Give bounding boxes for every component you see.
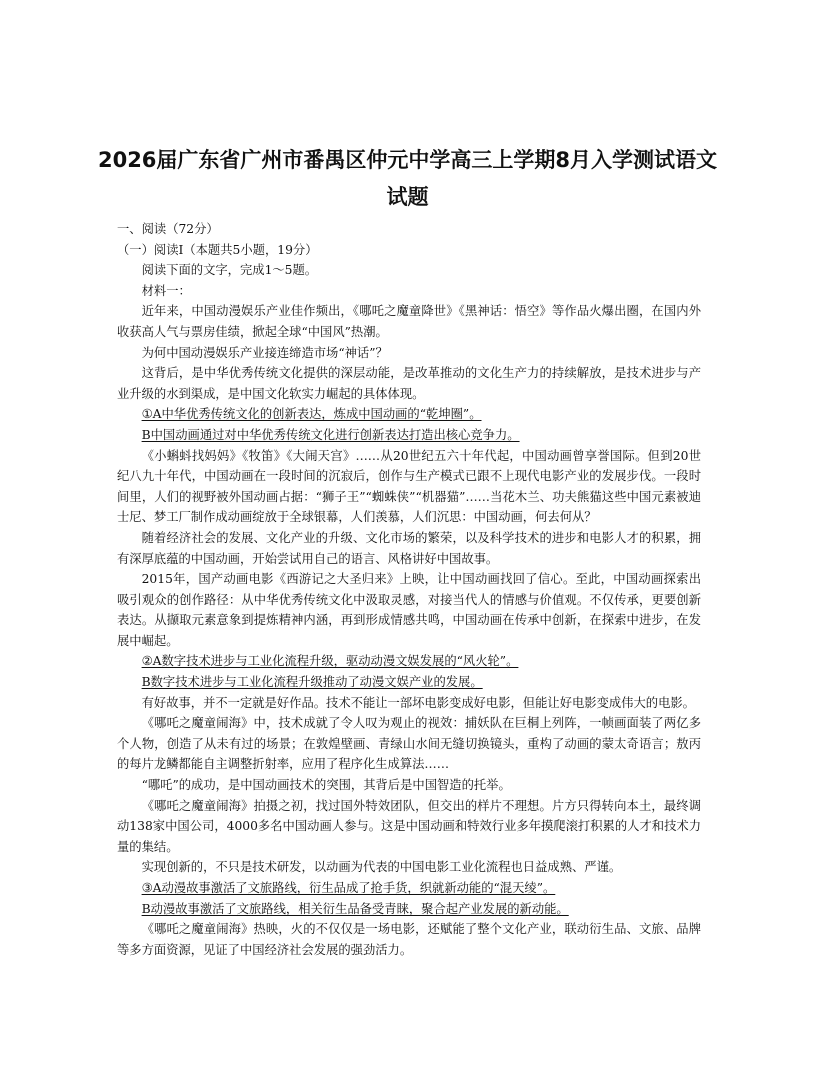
paragraph: 这背后，是中华优秀传统文化提供的深层动能，是改革推动的文化生产力的持续解放，是技术进步与产业升级的水到渠成，是中国文化软实力崛起的具体体现。 xyxy=(117,366,701,401)
paragraph: 为何中国动漫娱乐产业接连缔造市场“神话”？ xyxy=(141,345,388,360)
paragraph: 实现创新的，不只是技术研发，以动画为代表的中国电影工业化流程也日益成熟、严谨。 xyxy=(141,860,622,875)
paragraph: 《哪吒之魔童闹海》中，技术成就了令人叹为观止的视效：捕妖队在巨桐上列阵，一帧画面装了两亿多个人物，创造了从未有过的场景；在敦煌壁画、青绿山水间无缝切换镜头，重构了动画的蒙太奇语言；敖丙的每片龙鳞都能自主调整折射率，应用了程序化生成算法…… xyxy=(117,716,701,772)
doc-body xyxy=(117,219,701,960)
material-label: 材料一： xyxy=(141,283,191,298)
option-heading-3b: B动漫故事激活了文旅路线，相关衍生品备受青睐，聚合起产业发展的新动能。 xyxy=(141,901,569,916)
option-heading-3a: ③A动漫故事激活了文旅路线，衍生品成了抢手货，织就新动能的“混天绫”。 xyxy=(141,881,556,895)
option-heading-2b: B数字技术进步与工业化流程升级推动了动漫文娱产业的发展。 xyxy=(141,675,483,690)
doc-title-line2: 试题 xyxy=(386,185,429,209)
paragraph: 随着经济社会的发展、文化产业的升级、文化市场的繁荣，以及科学技术的进步和电影人才的积累，拥有深厚底蕴的中国动画，开始尝试用自己的语言、风格讲好中国故事。 xyxy=(117,530,701,566)
paragraph: 有好故事，并不一定就是好作品。技术不能让一部坏电影变成好电影，但能让好电影变成伟大的电影。 xyxy=(141,695,695,710)
paragraph: 2015年，国产动画电影《西游记之大圣归来》上映，让中国动画找回了信心。至此，中国动画探索出吸引观众的创作路径：从中华优秀传统文化中汲取灵感，对接当代人的情感与价值观。不仅传承，更要创新表达。从撷取元素意象到提炼精神内涵，再到形成情感共鸣，中国动画在传承中创新，在探索中进步，在发展中崛起。 xyxy=(117,572,701,648)
doc-title-line1: 2026届广东省广州市番禺区仲元中学高三上学期8月入学测试语文 xyxy=(97,148,718,172)
paragraph: 近年来，中国动漫娱乐产业佳作频出，《哪吒之魔童降世》《黑神话：悟空》等作品火爆出圈，在国内外收获高人气与票房佳绩，掀起全球“中国风”热潮。 xyxy=(117,304,701,339)
paragraph: 《哪吒之魔童闹海》热映，火的不仅仅是一场电影，还赋能了整个文化产业，联动衍生品、文旅、品牌等多方面资源，见证了中国经济社会发展的强劲活力。 xyxy=(117,922,701,957)
paragraph: 《小蝌蚪找妈妈》《牧笛》《大闹天宫》……从20世纪五六十年代起，中国动画曾享誉国际。但到20世纪八九十年代，中国动画在一段时间的沉寂后，创作与生产模式已跟不上现代电影产业的发展步伐。一段时间里，人们的视野被外国动画占据：“狮子王”“蜘蛛侠”“机器猫”……当花木兰、功夫熊猫这些中国元素被迪士尼、梦工厂制作成动画绽放于全球银幕，人们羡慕，人们沉思：中国动画，何去何从？ xyxy=(117,448,701,525)
section-heading: 一、阅读（72分） xyxy=(117,222,219,236)
option-heading-1b: B中国动画通过对中华优秀传统文化进行创新表达打造出核心竞争力。 xyxy=(141,427,520,442)
option-heading-1a: ①A中华优秀传统文化的创新表达，炼成中国动画的“乾坤圈”。 xyxy=(141,407,482,422)
subsection-heading: （一）阅读Ⅰ（本题共5小题，19分） xyxy=(117,242,318,257)
paragraph: 《哪吒之魔童闹海》拍摄之初，找过国外特效团队，但交出的样片不理想。片方只得转向本土，最终调动138家中国公司，4000多名中国动画人参与。这是中国动画和特效行业多年摸爬滚打积累的人才和技术力量的集结。 xyxy=(117,798,701,854)
option-heading-2a: ②A数字技术进步与工业化流程升级，驱动动漫文娱发展的“风火轮”。 xyxy=(141,654,519,669)
instruction: 阅读下面的文字，完成1～5题。 xyxy=(141,263,318,278)
paragraph: “哪吒”的成功，是中国动画技术的突围，其背后是中国智造的托举。 xyxy=(141,778,511,793)
